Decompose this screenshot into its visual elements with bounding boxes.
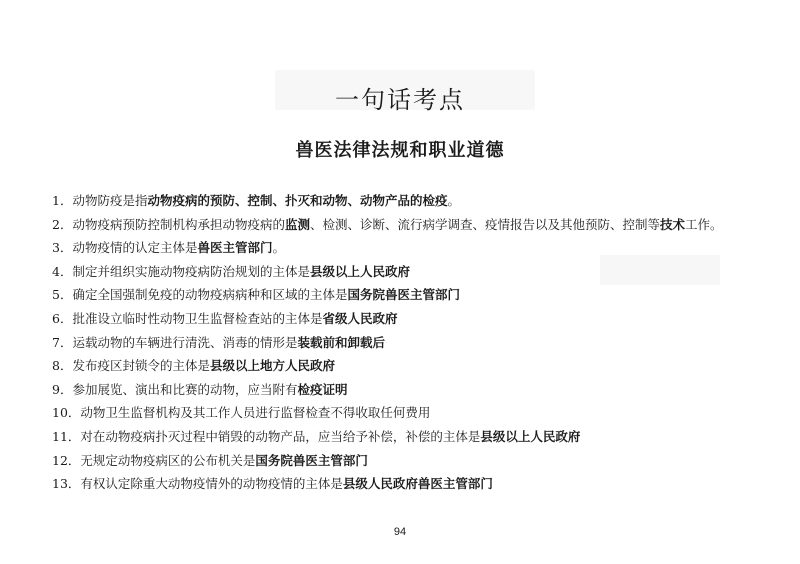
- item-text: 7．运载动物的车辆进行清洗、消毒的情形是: [52, 334, 298, 350]
- key-points-list: [52, 189, 764, 496]
- item-text: 4．制定并组织实施动物疫病防治规划的主体是: [52, 263, 310, 279]
- list-item: [52, 425, 764, 449]
- list-item: [52, 260, 764, 284]
- item-emphasis: 兽医主管部门: [197, 240, 273, 256]
- list-item: [52, 331, 764, 355]
- item-emphasis: 动物疫病的预防、控制、扑灭和动物、动物产品的检疫: [147, 193, 448, 208]
- item-text: 12．无规定动物疫病区的公布机关是: [52, 452, 256, 468]
- item-emphasis: 国务院兽医主管部门: [255, 452, 368, 468]
- item-text: 6．批准设立临时性动物卫生监督检查站的主体是: [52, 310, 323, 326]
- item-emphasis: 监测: [284, 216, 310, 232]
- item-emphasis: 省级人民政府: [322, 310, 398, 326]
- list-item: [52, 354, 764, 378]
- item-text: 8．发布疫区封锁令的主体是: [52, 358, 210, 374]
- item-text: 11．对在动物疫病扑灭过程中销毁的动物产品，应当给予补偿，补偿的主体是: [52, 428, 481, 444]
- item-text: 3．动物疫情的认定主体是: [52, 240, 198, 256]
- page-subtitle: 兽医法律法规和职业道德: [295, 140, 505, 161]
- item-text: 13．有权认定除重大动物疫情外的动物疫情的主体是: [52, 476, 343, 492]
- item-text: 工作。: [685, 216, 723, 232]
- list-item: [52, 307, 764, 331]
- item-text: 。: [272, 240, 285, 256]
- list-item: [52, 283, 764, 307]
- item-emphasis: 国务院兽医主管部门: [347, 287, 460, 303]
- item-text: 10．动物卫生监督机构及其工作人员进行监督检查不得收取任何费用: [52, 405, 431, 421]
- page-title: 一句话考点: [335, 86, 465, 114]
- item-emphasis: 装载前和卸载后: [297, 334, 385, 350]
- list-item: [52, 472, 764, 496]
- item-emphasis: 县级人民政府兽医主管部门: [342, 476, 493, 492]
- list-item: [52, 213, 764, 237]
- item-text: 5．确定全国强制免疫的动物疫病病种和区域的主体是: [52, 287, 348, 303]
- list-item: [52, 449, 764, 473]
- item-emphasis: 技术: [660, 216, 686, 232]
- page-number: 94: [393, 526, 407, 538]
- item-text: 、检测、诊断、流行病学调查、疫情报告以及其他预防、控制等: [309, 216, 660, 232]
- item-text: 9．参加展览、演出和比赛的动物，应当附有: [52, 381, 298, 397]
- list-item: [52, 189, 764, 213]
- item-text: 1．动物防疫是指: [52, 193, 148, 208]
- list-item: [52, 378, 764, 402]
- item-text: 2．动物疫病预防控制机构承担动物疫病的: [52, 216, 285, 232]
- item-emphasis: 县级以上人民政府: [480, 428, 581, 444]
- item-emphasis: 县级以上地方人民政府: [209, 358, 335, 374]
- list-item: [52, 401, 764, 425]
- item-emphasis: 县级以上人民政府: [309, 263, 410, 279]
- item-text: 。: [447, 193, 460, 208]
- item-emphasis: 检疫证明: [297, 381, 348, 397]
- list-item: [52, 236, 764, 260]
